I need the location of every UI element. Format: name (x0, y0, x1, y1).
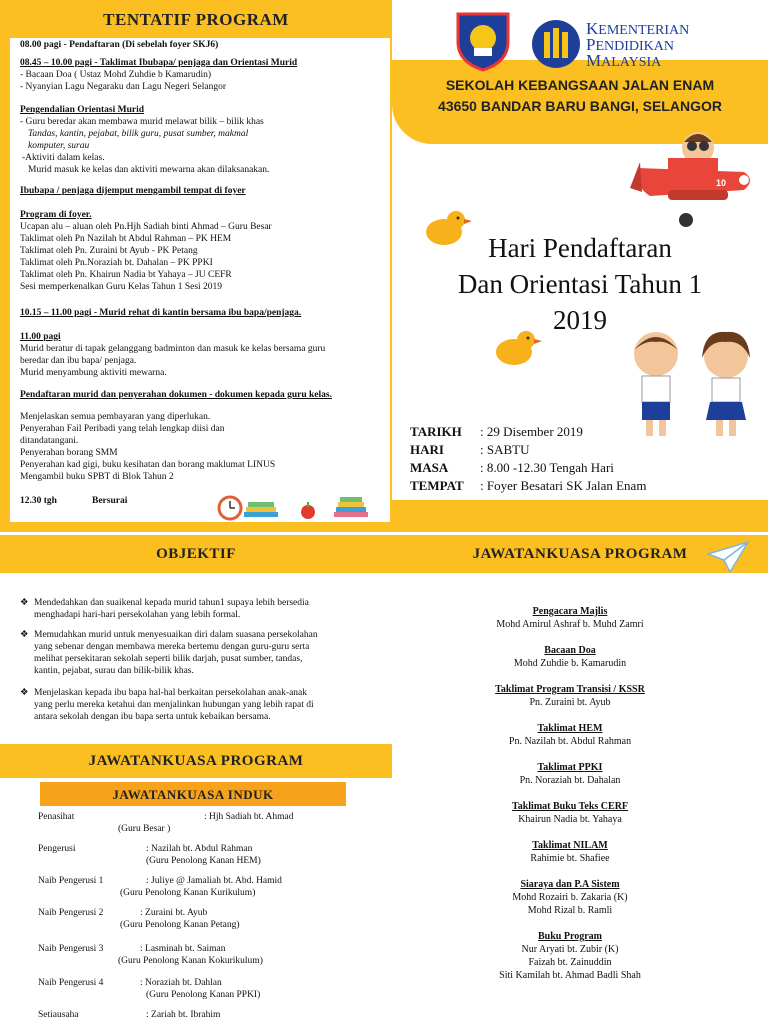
bullet-icon: ❖ (20, 598, 29, 608)
event-title-line: Hari Pendaftaran (488, 233, 672, 263)
objektif-line: Menjelaskan kepada ibu bapa hal-hal berkaitan persekolahan anak-anak (34, 688, 307, 698)
tentatif-line: 08.45 – 10.00 pagi - Taklimat Ibubapa/ penjaga dan Orientasi Murid (20, 58, 298, 68)
paper-plane-icon (706, 540, 750, 574)
jk-member: Mohd Amirul Ashraf b. Muhd Zamri (496, 619, 644, 630)
tentatif-line: Ibubapa / penjaga dijemput mengambil tempat di foyer (20, 186, 246, 196)
objektif-title: OBJEKTIF (156, 546, 236, 562)
jk-role: Naib Pengerusi 4 (38, 978, 104, 988)
jk-member: Khairun Nadia bt. Yahaya (518, 814, 622, 825)
event-title (392, 230, 768, 338)
hari-value: : SABTU (480, 442, 530, 457)
tentatif-line: ditandatangani. (20, 436, 79, 446)
jk-section: Taklimat HEM (537, 723, 603, 734)
hari-label: HARI (410, 442, 444, 457)
tentatif-line: Penyerahan kad gigi, buku kesihatan dan borang maklumat LINUS (20, 460, 276, 470)
tentatif-line: - Nyanyian Lagu Negaraku dan Lagu Negeri Selangor (20, 82, 227, 92)
school-crest-logo (452, 10, 514, 72)
jk-name: : Lasminah bt. Saiman (140, 944, 226, 954)
masa-label: MASA (410, 460, 449, 475)
jk-member: Pn. Nazilah bt. Abdul Rahman (508, 736, 632, 747)
jk-member: Mohd Zuhdie b. Kamarudin (513, 658, 627, 669)
jk-position: (Guru Besar ) (118, 824, 171, 834)
jk-section: Taklimat PPKI (537, 762, 603, 773)
jk-section: Taklimat Program Transisi / KSSR (495, 684, 645, 695)
tarikh-value: : 29 Disember 2019 (480, 424, 583, 439)
tentatif-line: Ucapan alu – aluan oleh Pn.Hjh Sadiah binti Ahmad – Guru Besar (20, 222, 272, 232)
jk-member: Nur Aryati bt. Zubir (K) (521, 944, 619, 955)
masa-value: : 8.00 -12.30 Tengah Hari (480, 460, 614, 475)
ministry-word: ENDIDIKAN (595, 39, 675, 54)
jk-section: Pengacara Majlis (532, 606, 608, 617)
tentatif-line: Murid menyambung aktiviti mewarna. (20, 368, 167, 378)
tentatif-line: Tandas, kantin, pejabat, bilik guru, pusat sumber, makmal (28, 129, 249, 139)
tarikh-label: TARIKH (410, 424, 462, 439)
jk-section: Bacaan Doa (544, 645, 596, 656)
jk-role: Pengerusi (38, 844, 76, 854)
event-title-line: 2019 (553, 305, 607, 335)
objektif-line: antara sekolah dengan ibu bapa serta untuk kebaikan bersama. (34, 712, 271, 722)
plane-number: 10 (716, 178, 727, 188)
school-address: 43650 BANDAR BARU BANGI, SELANGOR (438, 98, 722, 114)
jk-role: Setiausaha (38, 1010, 79, 1020)
tempat-label: TEMPAT (410, 478, 464, 493)
tentatif-line: Bersurai (92, 496, 128, 506)
jk-position: (Guru Penolong Kanan PPKI) (146, 990, 261, 1000)
tentatif-line: Taklimat oleh Pn. Zuraini bt Ayub - PK Petang (20, 246, 198, 256)
jk-name: : Zuraini bt. Ayub (140, 908, 208, 918)
ministry-word: EMENTERIAN (598, 23, 690, 38)
tentatif-line: - Bacaan Doa ( Ustaz Mohd Zuhdie b Kamarudin) (20, 70, 211, 80)
jk-role: Penasihat (38, 812, 75, 822)
tentatif-line: 11.00 pagi (20, 332, 61, 342)
jk-position: (Guru Penolong Kanan Petang) (120, 920, 240, 930)
objektif-line: melihat persekitaran sekolah seperti bilik darjah, pusat sumber, tandas, (34, 654, 303, 664)
tentatif-line: -Aktiviti dalam kelas. (22, 153, 105, 163)
jk-name: : Hjh Sadiah bt. Ahmad (204, 812, 294, 822)
tentatif-line: 12.30 tgh (20, 496, 57, 506)
jk-member: Rahimie bt. Shafiee (530, 853, 610, 864)
ministry-word: ALAYSIA (601, 55, 662, 70)
bullet-icon: ❖ (20, 688, 29, 698)
tentatif-line: Sesi memperkenalkan Guru Kelas Tahun 1 Sesi 2019 (20, 282, 223, 292)
tentatif-line: Penyerahan borang SMM (20, 448, 118, 458)
objektif-line: kantin, pejabat, surau dan bilik-bilik khas. (34, 666, 194, 676)
tentatif-title: TENTATIF PROGRAM (103, 10, 289, 29)
objektif-line: yang sebenar dengan membawa mereka bertemu dengan guru-guru serta (34, 642, 310, 652)
jk-right-title: JAWATANKUASA PROGRAM (472, 546, 688, 562)
objektif-line: Memudahkan murid untuk menyesuaikan diri dalam suasana persekolahan (34, 630, 318, 640)
tentatif-line: 08.00 pagi - Pendaftaran (Di sebelah foyer SKJ6) (20, 40, 219, 50)
jk-section: Taklimat Buku Teks CERF (511, 801, 629, 812)
tentatif-line: - Guru beredar akan membawa murid melawat bilik – bilik khas (20, 117, 264, 127)
event-title-line: Dan Orientasi Tahun 1 (457, 269, 703, 299)
bullet-icon: ❖ (20, 630, 29, 640)
tentatif-line: Taklimat oleh Pn Nazilah bt Abdul Rahman – PK HEM (20, 234, 232, 244)
jk-member: Pn. Noraziah bt. Dahalan (519, 775, 621, 786)
tentatif-line: Mengambil buku SPBT di Blok Tahun 2 (20, 472, 174, 482)
jk-member: Mohd Rozairi b. Zakaria (K) (512, 892, 628, 903)
objektif-line: menghadapi hari-hari persekolahan yang lebih formal. (34, 610, 241, 620)
jk-member: Faizah bt. Zainuddin (528, 957, 612, 968)
jk-left-title: JAWATANKUASA PROGRAM (88, 753, 304, 769)
jk-section: Siaraya dan P.A Sistem (520, 879, 620, 890)
tentatif-line: Pendaftaran murid dan penyerahan dokumen - dokumen kepada guru kelas. (20, 390, 332, 400)
jk-name: : Zariah bt. Ibrahim (146, 1010, 221, 1020)
tentatif-line: Pengendalian Orientasi Murid (20, 105, 145, 115)
tentatif-line: komputer, surau (28, 141, 90, 151)
jk-role: Naib Pengerusi 3 (38, 944, 104, 954)
objektif-line: Mendedahkan dan suaikenal kepada murid tahun1 supaya lebih bersedia (34, 598, 309, 608)
jk-role: Naib Pengerusi 1 (38, 876, 104, 886)
ministry-name (586, 19, 690, 70)
airplane-illustration (628, 128, 758, 232)
jk-member: Mohd Rizal b. Ramli (527, 905, 613, 916)
tentatif-line: Program di foyer. (20, 210, 92, 220)
tentatif-line: Murid masuk ke kelas dan aktiviti mewarna akan dilaksanakan. (28, 165, 270, 175)
jk-section: Taklimat NILAM (532, 840, 608, 851)
school-name: SEKOLAH KEBANGSAAN JALAN ENAM (445, 77, 715, 93)
children-illustration (620, 328, 760, 440)
jk-position: (Guru Penolong Kanan Kokurikulum) (118, 956, 263, 966)
jk-member: Siti Kamilah bt. Ahmad Badli Shah (499, 970, 641, 981)
jk-member: Pn. Zuraini bt. Ayub (529, 697, 611, 708)
jk-position: (Guru Penolong Kanan HEM) (146, 856, 261, 866)
jk-name: : Noraziah bt. Dahlan (140, 978, 222, 988)
jk-position: (Guru Penolong Kanan Kurikulum) (120, 888, 256, 898)
jk-induk-title: JAWATANKUASA INDUK (112, 787, 274, 802)
tentatif-line: beredar dan ibu bapa/ penjaga. (20, 356, 137, 366)
tentatif-line: Taklimat oleh Pn.Noraziah bt. Dahalan – PK PPKI (20, 258, 213, 268)
tentatif-line: Menjelaskan semua pembayaran yang diperlukan. (20, 412, 211, 422)
ministry-letter: K (586, 19, 599, 38)
jk-name: : Juliye @ Jamaliah bt. Abd. Hamid (146, 876, 282, 886)
ministry-letter: P (586, 35, 596, 54)
ministry-logo (530, 18, 582, 70)
jk-section: Buku Program (538, 931, 602, 942)
ministry-letter: M (586, 51, 602, 70)
school-supplies-icon (214, 488, 374, 524)
objektif-line: yang perlu mereka ketahui dan menjalinkan hubungan yang lebih rapat di (34, 700, 314, 710)
cover-panel-footer (392, 500, 768, 532)
tentatif-line: Taklimat oleh Pn. Khairun Nadia bt Yahaya – JU CEFR (20, 270, 232, 280)
jk-name: : Nazilah bt. Abdul Rahman (146, 844, 253, 854)
tentatif-line: Penyerahan Fail Peribadi yang telah lengkap diisi dan (20, 424, 225, 434)
tempat-value: : Foyer Besatari SK Jalan Enam (480, 478, 647, 493)
tentatif-line: 10.15 – 11.00 pagi - Murid rehat di kantin bersama ibu bapa/penjaga. (20, 308, 302, 318)
tentatif-line: Murid beratur di tapak gelanggang badminton dan masuk ke kelas bersama guru (20, 344, 326, 354)
jk-role: Naib Pengerusi 2 (38, 908, 104, 918)
